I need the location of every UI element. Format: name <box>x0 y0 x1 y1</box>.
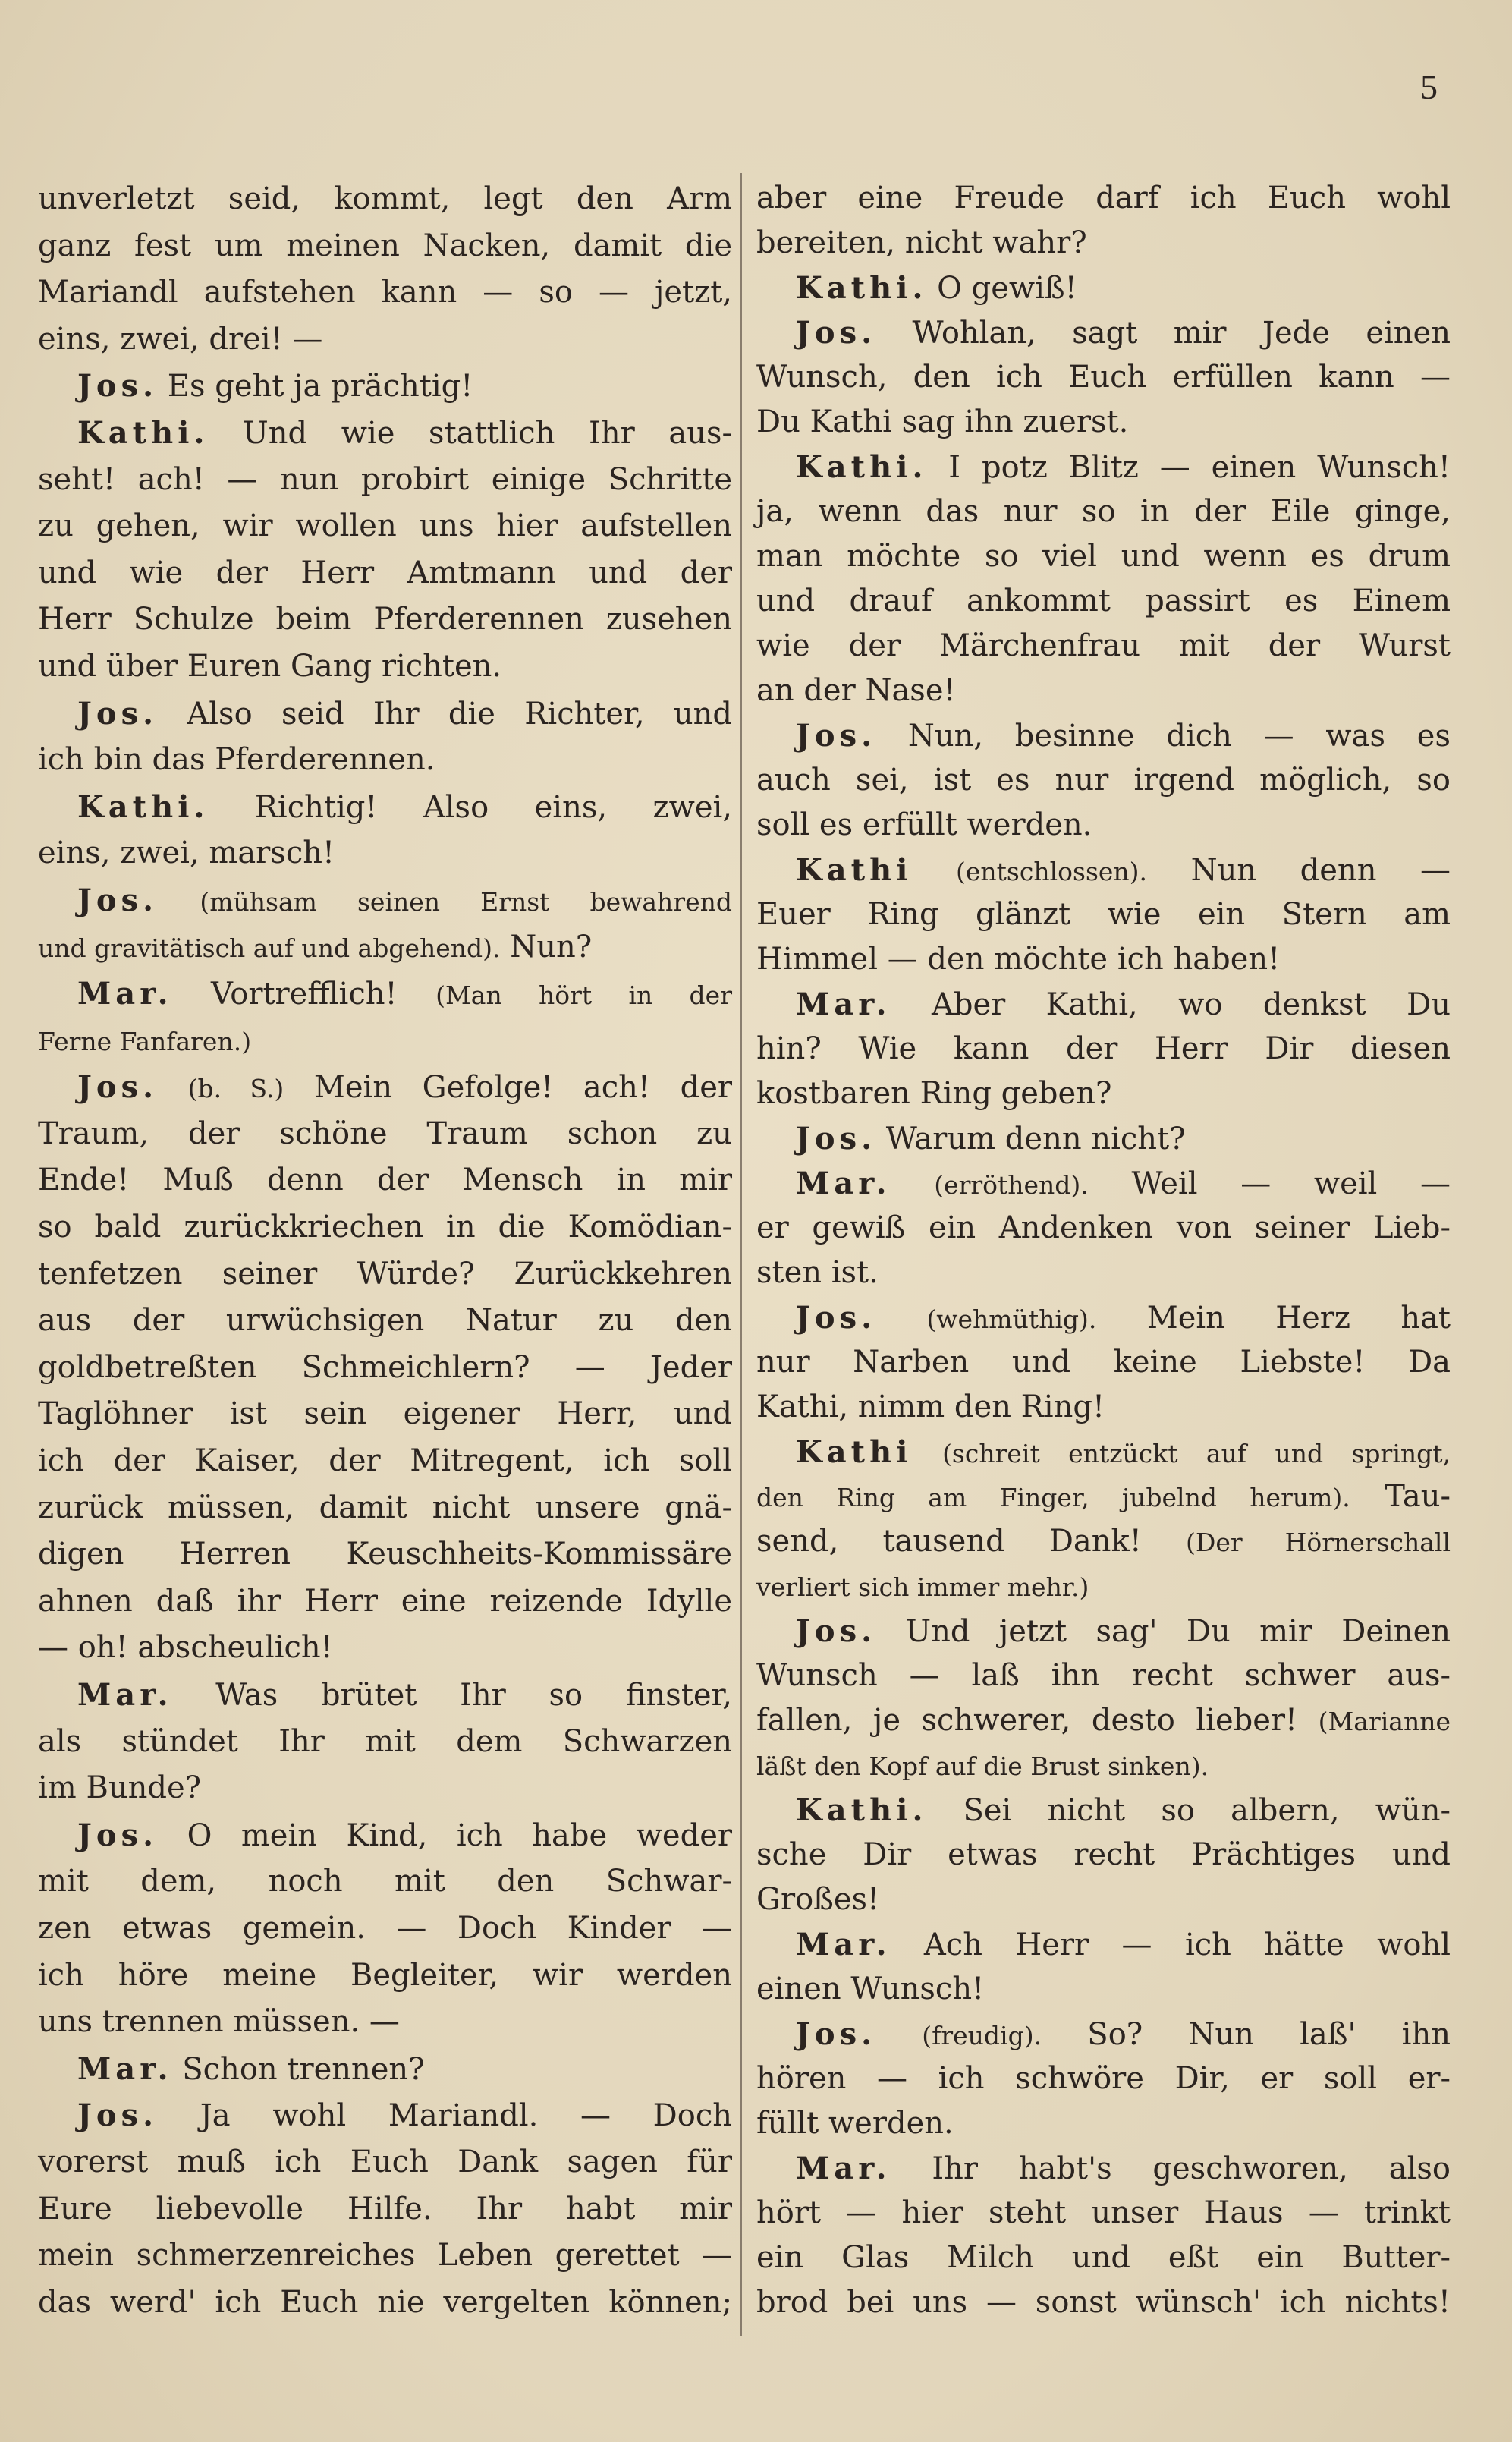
text-run: Mein Gefolge! ach! der <box>284 1070 732 1106</box>
stage-direction: den Ring am Finger, jubelnd herum). <box>756 1483 1350 1512</box>
text-line <box>38 550 732 597</box>
text-line <box>38 971 732 1018</box>
text-line <box>38 503 732 550</box>
text-line <box>38 2139 732 2186</box>
text-line <box>38 877 732 924</box>
text-run: brod bei uns — sonst wünsch' ich nichts! <box>756 2285 1451 2320</box>
speaker-name: Mar. <box>796 987 891 1022</box>
text-run: so bald zurückkriechen in die Komödian- <box>38 1210 732 1245</box>
text-run: Taglöhner ist sein eigener Herr, und <box>38 1396 732 1432</box>
text-run: I potz Blitz — einen Wunsch! <box>927 450 1451 485</box>
stage-direction: (mühsam seinen Ernst bewahrend <box>200 886 732 917</box>
text-run: Traum, der schöne Traum schon zu <box>38 1116 732 1151</box>
stage-direction: (entschlossen). <box>956 857 1148 886</box>
text-run: zurück müssen, damit nicht unsere gnä- <box>38 1490 732 1525</box>
text-run: ja, wenn das nur so in der Eile ginge, <box>756 494 1451 529</box>
speaker-name: Jos. <box>796 1300 877 1336</box>
speaker-name: Jos. <box>796 1121 877 1156</box>
text-line <box>756 1251 1451 1295</box>
text-run: und drauf ankommt passirt es Einem <box>756 584 1451 618</box>
text-run: Schon trennen? <box>172 2051 425 2087</box>
text-line <box>38 830 732 877</box>
text-run: aus der urwüchsigen Natur zu den <box>38 1303 732 1339</box>
text-run: eins, zwei, drei! — <box>38 321 323 357</box>
text-line <box>38 1204 732 1251</box>
text-run <box>912 1435 942 1470</box>
text-line <box>38 1157 732 1204</box>
text-line <box>756 1833 1451 1877</box>
text-line <box>756 2191 1451 2236</box>
text-run: kostbaren Ring geben? <box>756 1076 1112 1111</box>
text-line <box>756 803 1451 848</box>
text-run: hören — ich schwöre Dir, er soll er- <box>756 2061 1451 2096</box>
text-line <box>38 1298 732 1345</box>
text-line <box>38 1719 732 1766</box>
text-run: mit dem, noch mit den Schwar- <box>38 1864 732 1899</box>
text-run: So? Nun laß' ihn <box>1042 2017 1451 2052</box>
speaker-name: Jos. <box>77 1069 159 1106</box>
text-line <box>756 1743 1451 1788</box>
text-run: Was brütet Ihr so finster, <box>172 1678 732 1713</box>
text-run: Es geht ja prächtig! <box>158 369 473 404</box>
text-run <box>158 883 200 918</box>
text-line <box>38 363 732 410</box>
text-run: Du Kathi sag ihn zuerst. <box>756 404 1129 439</box>
text-line <box>38 1953 732 2000</box>
text-line <box>756 1698 1451 1743</box>
text-run: Also seid Ihr die Richter, und <box>158 696 732 732</box>
text-run: O gewiß! <box>927 271 1077 306</box>
text-run <box>891 1166 935 1201</box>
text-line <box>756 848 1451 892</box>
speaker-name: Mar. <box>796 1927 891 1962</box>
text-line <box>38 316 732 363</box>
text-line <box>756 758 1451 803</box>
text-line <box>38 1905 732 1953</box>
text-run: eins, zwei, marsch! <box>38 836 335 871</box>
text-line <box>38 1765 732 1812</box>
text-run: goldbetreßten Schmeichlern? — Jeder <box>38 1349 732 1385</box>
text-line <box>38 737 732 784</box>
text-run: Herr Schulze beim Pferderennen zusehen <box>38 602 732 637</box>
text-run: Ja wohl Mariandl. — Doch <box>158 2098 732 2134</box>
text-line <box>756 266 1451 310</box>
text-line <box>756 669 1451 713</box>
stage-direction: Ferne Fanfaren.) <box>38 1026 252 1056</box>
text-line <box>38 1999 732 2046</box>
text-line <box>38 1111 732 1158</box>
text-run: Wunsch, den ich Euch erfüllen kann — <box>756 360 1451 395</box>
text-line <box>756 1788 1451 1833</box>
text-run <box>158 1070 188 1105</box>
text-run: an der Nase! <box>756 673 956 708</box>
text-run: im Bunde? <box>38 1770 202 1806</box>
text-line <box>756 221 1451 266</box>
text-run: aber eine Freude darf ich Euch wohl <box>756 181 1451 216</box>
text-line <box>756 937 1451 982</box>
text-line <box>756 400 1451 445</box>
speaker-name: Kathi. <box>796 1792 928 1828</box>
text-run: Weil — weil — <box>1088 1166 1451 1201</box>
text-run: hin? Wie kann der Herr Dir diesen <box>756 1031 1451 1066</box>
stage-direction: (Man hört in der <box>435 980 732 1011</box>
text-run: Wohlan, sagt mir Jede einen <box>876 316 1451 351</box>
text-line <box>38 1858 732 1905</box>
text-line <box>756 2101 1451 2146</box>
text-run: Nun, besinne dich — was es <box>876 719 1451 754</box>
speaker-name: Kathi. <box>796 270 928 306</box>
text-line <box>38 2233 732 2280</box>
text-run: füllt werden. <box>756 2106 954 2141</box>
stage-direction: verliert sich immer mehr.) <box>756 1572 1089 1602</box>
page-number: 5 <box>1420 68 1438 106</box>
stage-direction: und gravitätisch auf und abgehend). <box>38 933 501 963</box>
speaker-name: Jos. <box>77 695 159 732</box>
text-run: — oh! abscheulich! <box>38 1630 333 1666</box>
text-run: Und wie stattlich Ihr aus- <box>209 415 732 451</box>
text-line <box>756 176 1451 221</box>
text-line <box>38 924 732 971</box>
text-run: ganz fest um meinen Nacken, damit die <box>38 228 732 263</box>
text-run: Kathi, nimm den Ring! <box>756 1389 1105 1424</box>
text-run: mein schmerzenreiches Leben gerettet — <box>38 2238 732 2274</box>
text-line <box>38 1064 732 1111</box>
text-line <box>756 2012 1451 2057</box>
text-line <box>756 1116 1451 1161</box>
text-line <box>756 2146 1451 2191</box>
speaker-name: Jos. <box>796 718 877 754</box>
text-line <box>756 1654 1451 1698</box>
text-run: er gewiß ein Andenken von seiner Lieb- <box>756 1210 1451 1245</box>
text-run: hört — hier steht unser Haus — trinkt <box>756 2195 1451 2230</box>
speaker-name: Mar. <box>796 1166 891 1201</box>
text-run: Euer Ring glänzt wie ein Stern am <box>756 897 1451 932</box>
speaker-name: Jos. <box>77 2097 159 2134</box>
text-run: Wunsch — laß ihn recht schwer aus- <box>756 1658 1451 1693</box>
text-run: Warum denn nicht? <box>876 1122 1186 1156</box>
text-line <box>38 644 732 691</box>
text-line <box>756 1161 1451 1206</box>
text-line <box>38 269 732 316</box>
text-run: ich bin das Pferderennen. <box>38 742 435 778</box>
text-line <box>756 713 1451 758</box>
text-line <box>756 1922 1451 1967</box>
text-line <box>38 1485 732 1532</box>
text-run: O mein Kind, ich habe weder <box>158 1817 732 1853</box>
text-line <box>38 1578 732 1625</box>
text-run: digen Herren Keuschheits-Kommissäre <box>38 1537 732 1572</box>
text-run: Nun? <box>500 929 593 965</box>
text-run: Ende! Muß denn der Mensch in mir <box>38 1163 732 1198</box>
text-run: send, tausend Dank! <box>756 1524 1186 1559</box>
text-line <box>756 534 1451 579</box>
text-line <box>38 1812 732 1859</box>
text-run: auch sei, ist es nur irgend möglich, so <box>756 763 1451 798</box>
speaker-name: Kathi. <box>77 414 209 451</box>
text-line <box>756 445 1451 489</box>
text-line <box>38 1438 732 1485</box>
text-line <box>756 892 1451 937</box>
text-run: zen etwas gemein. — Doch Kinder — <box>38 1910 732 1946</box>
text-line <box>756 1609 1451 1654</box>
text-line <box>756 2057 1451 2101</box>
text-run: zu gehen, wir wollen uns hier aufstellen <box>38 508 732 544</box>
text-run <box>912 853 956 888</box>
speaker-name: Mar. <box>77 2050 173 2087</box>
speaker-name: Mar. <box>796 2151 891 2186</box>
left-column <box>38 176 732 2326</box>
text-line <box>756 1340 1451 1385</box>
speaker-name: Kathi <box>796 852 913 888</box>
text-run: ein Glas Milch und eßt ein Butter- <box>756 2240 1451 2275</box>
speaker-name: Kathi <box>796 1434 913 1470</box>
text-line <box>756 1027 1451 1072</box>
text-run: sche Dir etwas recht Prächtiges und <box>756 1837 1451 1872</box>
text-run: Ach Herr — ich hätte wohl <box>891 1927 1451 1962</box>
text-line <box>756 2236 1451 2280</box>
text-run: unverletzt seid, kommt, legt den Arm <box>38 181 732 216</box>
speaker-name: Mar. <box>77 1677 173 1713</box>
stage-direction: (freudig). <box>922 2021 1042 2050</box>
text-line <box>38 2046 732 2093</box>
text-line <box>756 1385 1451 1430</box>
text-line <box>756 2280 1451 2325</box>
text-run: Großes! <box>756 1882 880 1917</box>
text-line <box>38 457 732 504</box>
text-line <box>756 624 1451 669</box>
text-line <box>38 223 732 270</box>
text-run: ich höre meine Begleiter, wir werden <box>38 1957 732 1993</box>
text-line <box>38 1531 732 1578</box>
stage-direction: (wehmüthig). <box>926 1304 1097 1334</box>
text-line <box>756 1519 1451 1564</box>
text-run: Vortrefflich! <box>172 977 436 1012</box>
text-run: Und jetzt sag' Du mir Deinen <box>876 1614 1451 1649</box>
text-run: Himmel — den möchte ich haben! <box>756 942 1281 977</box>
text-run: Tau- <box>1350 1479 1451 1514</box>
speaker-name: Jos. <box>796 1613 877 1649</box>
text-run: bereiten, nicht wahr? <box>756 225 1087 260</box>
speaker-name: Mar. <box>77 976 173 1012</box>
stage-direction: (erröthend). <box>934 1170 1089 1200</box>
stage-direction: (schreit entzückt auf und springt, <box>942 1439 1451 1468</box>
text-line <box>38 596 732 644</box>
speaker-name: Jos. <box>796 315 877 351</box>
text-line <box>756 1877 1451 1922</box>
text-run: man möchte so viel und wenn es drum <box>756 539 1451 574</box>
text-line <box>756 1474 1451 1519</box>
speaker-name: Kathi. <box>796 449 928 485</box>
stage-direction: (Der Hörnerschall <box>1186 1528 1451 1557</box>
text-line <box>38 1391 732 1438</box>
text-run: das werd' ich Euch nie vergelten können; <box>38 2284 732 2320</box>
text-line <box>756 982 1451 1027</box>
text-line <box>38 2092 732 2139</box>
speaker-name: Jos. <box>77 368 159 404</box>
speaker-name: Jos. <box>796 2016 877 2052</box>
text-line <box>38 1345 732 1392</box>
text-run: soll es erfüllt werden. <box>756 807 1092 842</box>
text-line <box>756 1206 1451 1251</box>
text-line <box>38 410 732 457</box>
text-line <box>38 2186 732 2233</box>
text-line <box>38 1625 732 1672</box>
text-line <box>38 784 732 831</box>
text-run <box>876 2017 922 2052</box>
text-run: nur Narben und keine Liebste! Da <box>756 1345 1451 1380</box>
text-run: Sei nicht so albern, wün- <box>927 1793 1451 1828</box>
text-run: Mein Herz hat <box>1096 1301 1451 1336</box>
text-run: und über Euren Gang richten. <box>38 648 502 684</box>
text-run <box>876 1301 926 1336</box>
text-line <box>756 1295 1451 1340</box>
text-run: Nun denn — <box>1147 853 1451 888</box>
stage-direction: (b. S.) <box>187 1074 284 1104</box>
text-line <box>756 1072 1451 1116</box>
text-line <box>38 1251 732 1298</box>
text-run: uns trennen müssen. — <box>38 2004 400 2040</box>
text-run: Aber Kathi, wo denkst Du <box>891 987 1451 1022</box>
speaker-name: Jos. <box>77 1817 159 1853</box>
text-run: wie der Märchenfrau mit der Wurst <box>756 628 1451 663</box>
text-line <box>756 1430 1451 1474</box>
stage-direction: läßt den Kopf auf die Brust sinken). <box>756 1751 1209 1781</box>
text-line <box>38 176 732 223</box>
text-line <box>756 489 1451 534</box>
text-run: ahnen daß ihr Herr eine reizende Idylle <box>38 1583 732 1619</box>
text-line <box>756 1967 1451 2012</box>
text-line <box>38 691 732 738</box>
text-line <box>38 1018 732 1065</box>
text-run: und wie der Herr Amtmann und der <box>38 555 732 590</box>
text-run: als stündet Ihr mit dem Schwarzen <box>38 1723 732 1759</box>
stage-direction: (Marianne <box>1318 1707 1451 1736</box>
text-line <box>756 355 1451 400</box>
text-line <box>38 1672 732 1719</box>
text-run: Eure liebevolle Hilfe. Ihr habt mir <box>38 2191 732 2226</box>
right-column <box>756 176 1451 2325</box>
speaker-name: Kathi. <box>77 788 209 825</box>
text-line <box>756 310 1451 355</box>
text-run: sten ist. <box>756 1255 879 1290</box>
text-run: Richtig! Also eins, zwei, <box>209 789 732 825</box>
column-divider <box>740 173 742 2336</box>
text-run: fallen, je schwerer, desto lieber! <box>756 1703 1319 1738</box>
text-run: einen Wunsch! <box>756 1972 985 2006</box>
text-line <box>38 2280 732 2327</box>
text-run: Ihr habt's geschworen, also <box>891 2151 1451 2186</box>
text-run: tenfetzen seiner Würde? Zurückkehren <box>38 1256 732 1292</box>
text-run: Mariandl aufstehen kann — so — jetzt, <box>38 275 732 310</box>
speaker-name: Jos. <box>77 882 159 918</box>
text-line <box>756 1564 1451 1609</box>
text-line <box>756 579 1451 624</box>
text-run: seht! ach! — nun probirt einige Schritte <box>38 461 732 497</box>
text-run: ich der Kaiser, der Mitregent, ich soll <box>38 1443 732 1479</box>
text-run: vorerst muß ich Euch Dank sagen für <box>38 2144 732 2179</box>
